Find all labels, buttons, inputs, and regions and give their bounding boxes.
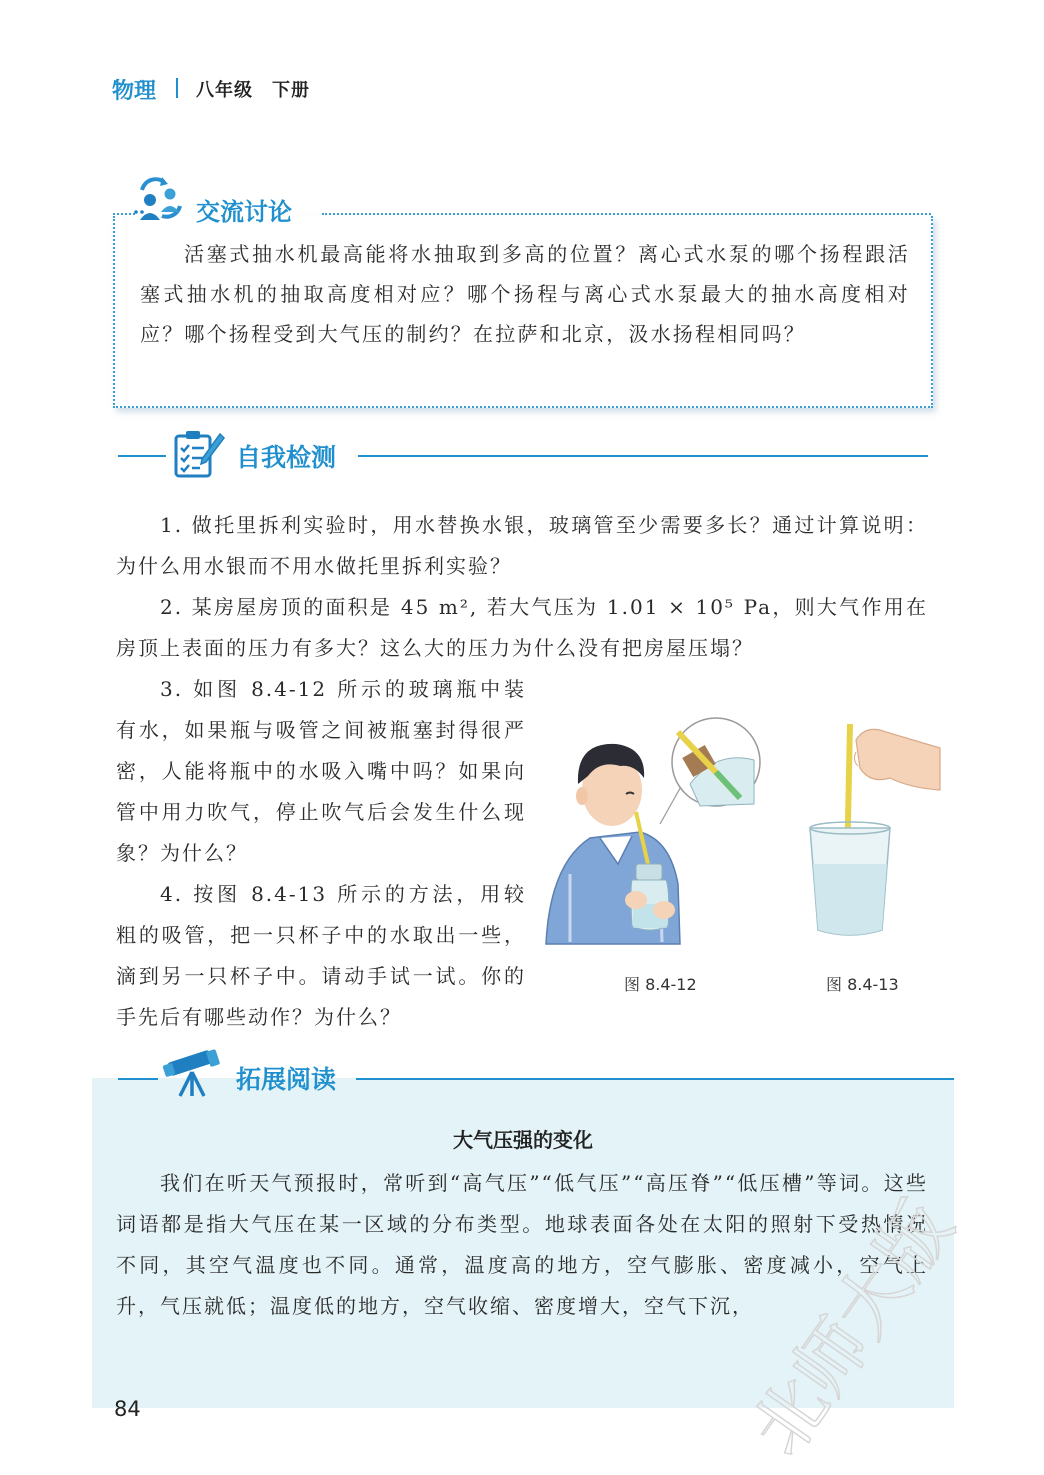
article-title: 大气压强的变化	[453, 1128, 593, 1152]
question-4: 4. 按图 8.4-13 所示的方法，用较粗的吸管，把一只杯子中的水取出一些，滴到另一只杯子中。请动手试一试。你的手先后有哪些动作？为什么？	[116, 882, 526, 1029]
header-grade: 八年级 下册	[196, 80, 310, 101]
self-check-title: 自我检测	[236, 443, 337, 472]
header-separator	[176, 78, 178, 98]
page-number: 84	[114, 1397, 141, 1421]
telescope-icon	[162, 1048, 226, 1098]
question-1: 1. 做托里拆利实验时，用水替换水银，玻璃管至少需要多长？通过计算说明：为什么用水银而不用水做托里拆利实验？	[116, 513, 928, 578]
discussion-title: 交流讨论	[196, 198, 292, 226]
publisher-watermark	[735, 1170, 1040, 1470]
extended-reading-title: 拓展阅读	[236, 1065, 337, 1094]
boy-drinking-bottle-illustration	[540, 714, 780, 954]
discussion-text: 活塞式抽水机最高能将水抽取到多高的位置？离心式水泵的哪个扬程跟活塞式抽水机的抽取高度相对应？哪个扬程与离心式水泵最大的抽水高度相对应？哪个扬程受到大气压的制约？在拉萨和北京，汲水扬程相同吗？	[140, 242, 910, 346]
self-check-rule-right	[358, 455, 928, 457]
checklist-pencil-icon	[170, 428, 226, 480]
header-subject: 物理	[112, 79, 157, 104]
discussion-border-right	[322, 213, 931, 215]
figure-caption-13: 图 8.4-13	[826, 975, 899, 994]
article-text: 我们在听天气预报时，常听到“高气压”“低气压”“高压脊”“低压槽”等词。这些词语都是指大气压在某一区域的分布类型。地球表面各处在太阳的照射下受热情况不同，其空气温度也不同。通常，温度高的地方，空气膨胀、密度减小，空气上升，气压就低；温度低的地方，空气收缩、密度增大，空气下沉，	[116, 1171, 928, 1318]
extended-reading-rule-right	[356, 1078, 954, 1080]
discussion-people-icon	[132, 176, 190, 226]
figure-caption-12: 图 8.4-12	[624, 975, 697, 994]
extended-reading-rule-left	[118, 1078, 158, 1080]
question-3: 3. 如图 8.4-12 所示的玻璃瓶中装有水，如果瓶与吸管之间被瓶塞封得很严密，人能将瓶中的水吸入嘴中吗？如果向管中用力吹气，停止吹气后会发生什么现象？为什么？	[116, 677, 526, 865]
self-check-rule-left	[118, 455, 166, 457]
question-2: 2. 某房屋房顶的面积是 45 m², 若大气压为 1.01 × 10⁵ Pa，则大气作用在房顶上表面的压力有多大？这么大的压力为什么没有把房屋压塌？	[116, 595, 928, 660]
straw-in-glass-illustration	[800, 718, 940, 948]
watermark-text: 北师大版	[735, 1185, 970, 1470]
